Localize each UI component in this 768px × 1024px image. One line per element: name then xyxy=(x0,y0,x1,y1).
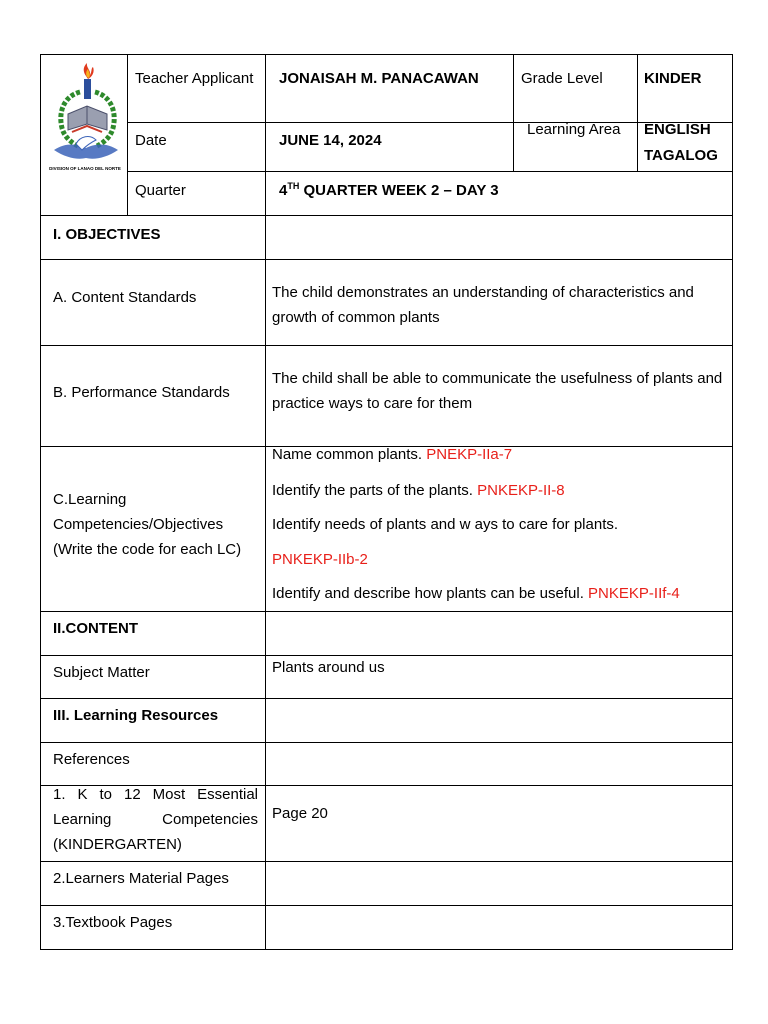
melc-page-value: Page 20 xyxy=(272,805,328,822)
teacher-label: Teacher Applicant xyxy=(135,70,254,87)
lesson-plan-table xyxy=(40,54,733,950)
content-heading: II.CONTENT xyxy=(53,620,138,637)
date-label: Date xyxy=(135,132,167,149)
competencies-label-line-1: C.Learning xyxy=(53,491,127,508)
competency-item: Identify needs of plants and w ays to care for plants. xyxy=(272,516,619,533)
learning-resources-heading: III. Learning Resources xyxy=(53,707,219,724)
references-label: References xyxy=(53,751,130,768)
content-standards-label: A. Content Standards xyxy=(53,289,197,306)
date-value: JUNE 14, 2024 xyxy=(279,132,382,149)
division-logo xyxy=(46,62,124,180)
subject-matter-label: Subject Matter xyxy=(53,664,150,681)
objectives-heading: I. OBJECTIVES xyxy=(53,226,161,243)
subject-matter-value: Plants around us xyxy=(272,659,385,676)
learning-area-value-1: ENGLISH xyxy=(644,121,711,138)
competency-item: Identify and describe how plants can be useful. PNKEKP-IIf-4 xyxy=(272,585,680,602)
grade-level-value: KINDER xyxy=(644,70,702,87)
learning-area-label: Learning Area xyxy=(527,121,621,138)
competencies-label-line-3: (Write the code for each LC) xyxy=(53,541,242,558)
melc-label-line-3: (KINDERGARTEN) xyxy=(53,836,182,853)
performance-standards-text: The child shall be able to communicate the usefulness of plants and practice ways to care for them xyxy=(272,370,723,412)
content-standards-text: The child demonstrates an understanding of characteristics and growth of common plants xyxy=(272,284,694,326)
textbook-pages-label: 3.Textbook Pages xyxy=(53,914,173,931)
logo-caption: DIVISION OF LANAO DEL NORTE xyxy=(49,166,121,171)
grade-level-label: Grade Level xyxy=(521,70,603,87)
competency-item: Identify the parts of the plants. PNKEKP-II-8 xyxy=(272,482,565,499)
competency-item: PNKEKP-IIb-2 xyxy=(272,551,368,568)
learners-material-label: 2.Learners Material Pages xyxy=(53,870,229,887)
melc-label-line-2: Learning Competencies xyxy=(53,811,258,828)
performance-standards-label: B. Performance Standards xyxy=(53,384,230,401)
competency-item: Name common plants. PNEKP-IIa-7 xyxy=(272,446,513,463)
learning-area-value-2: TAGALOG xyxy=(644,147,718,164)
melc-label-line-1: 1. K to 12 Most Essential xyxy=(53,786,258,803)
competencies-label-line-2: Competencies/Objectives xyxy=(53,516,224,533)
quarter-value: 4TH QUARTER WEEK 2 – DAY 3 xyxy=(279,181,499,199)
quarter-label: Quarter xyxy=(135,182,186,199)
teacher-name: JONAISAH M. PANACAWAN xyxy=(279,70,479,87)
